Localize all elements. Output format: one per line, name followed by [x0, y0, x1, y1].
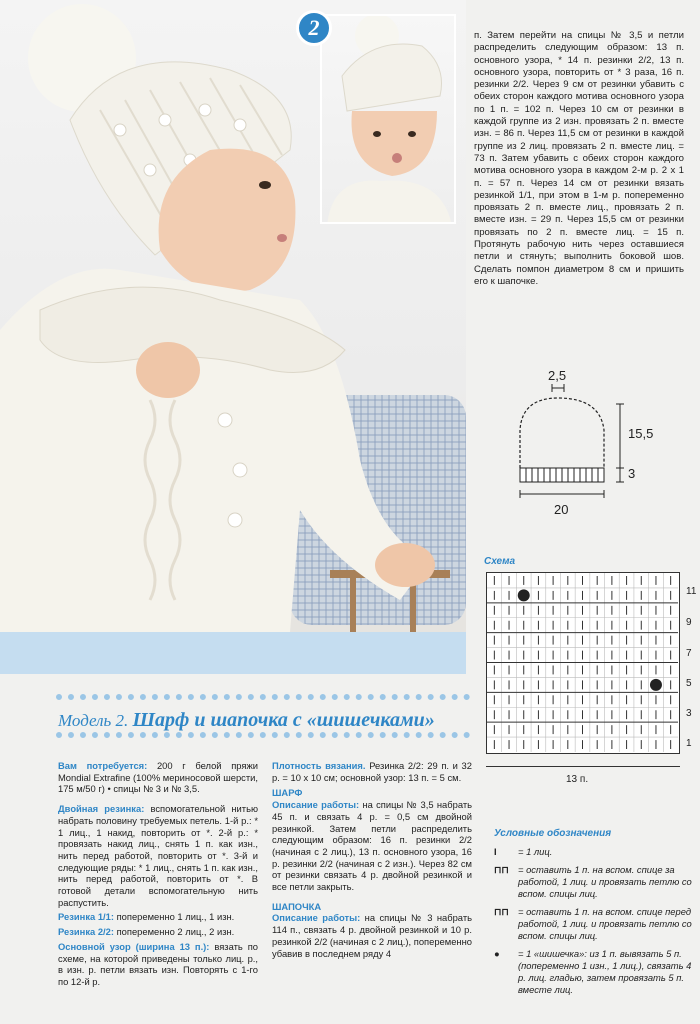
rib22-text: попеременно 2 лиц., 2 изн.: [116, 926, 235, 938]
rib11-text: попеременно 1 лиц., 1 изн.: [116, 911, 235, 923]
row-number: 9: [686, 617, 692, 628]
hat-diagram: [500, 368, 654, 520]
hat-label: Описание работы:: [272, 912, 361, 924]
materials-text: 200 г белой пряжи Mondial Extrafine (100% мериносовой шерсти, 175 м/50 г) • спицы № 3 и № 3,5.: [58, 760, 258, 795]
legend-item: [494, 864, 694, 900]
hat-paragraph: [272, 912, 472, 959]
main-pattern-paragraph: [58, 941, 258, 988]
inset-photo: [320, 14, 456, 224]
rib22-paragraph: [58, 926, 258, 938]
legend-item: [494, 846, 694, 858]
double-rib-paragraph: [58, 803, 258, 908]
legend: [494, 846, 694, 1002]
model-prefix: Модель 2.: [58, 711, 129, 730]
inset-child-illustration: [322, 16, 456, 224]
legend-title: Условные обозначения: [494, 828, 612, 839]
knitting-chart: [486, 572, 680, 754]
chart-grid: [487, 573, 678, 752]
decorative-band: [0, 632, 466, 674]
model-number-badge: 2: [296, 10, 332, 46]
density-paragraph: [272, 760, 472, 783]
main-pattern-label: Основной узор (ширина 13 п.):: [58, 940, 210, 952]
hat-width-dimension: 20: [554, 502, 569, 517]
row-number: 5: [686, 678, 692, 689]
hat-height-dimension: 15,5: [628, 426, 654, 441]
legend-text: = 1 лиц.: [518, 846, 553, 857]
legend-item: [494, 948, 694, 996]
double-rib-label: Двойная резинка:: [58, 803, 145, 815]
legend-text: = оставить 1 п. на вспом. спице перед работой, 1 лиц. и провязать петлю со вспом. спицы лиц.: [518, 906, 692, 941]
chart-width-line: [486, 766, 680, 767]
cross-right-icon: ⊓⊓: [494, 906, 509, 917]
rib11-paragraph: [58, 911, 258, 923]
row-number: 3: [686, 708, 692, 719]
bobble-mark: [518, 589, 530, 601]
double-rib-text: вспомогательной нитью набрать половину требуемых петель. 1-й р.: * 1 лиц., 1 накид, повторить от *. 2-й р.: * провязать накид лиц., снять 1 п. как изн., нить перед работой, повторить от *. 3-й и следующие ряды: * 1 лиц., снять 1 п. как изн., нить перед работой, повторить от *. В готовой детали вспомогательную нить распустить.: [58, 803, 258, 908]
knit-stitch-icon: I: [494, 846, 497, 857]
hat-top-dimension: 2,5: [548, 368, 567, 383]
materials-column: [58, 760, 258, 991]
scarf-label: Описание работы:: [272, 799, 360, 811]
rib11-label: Резинка 1/1:: [58, 911, 114, 923]
row-number: 1: [686, 738, 692, 749]
cross-left-icon: ⊓⊓: [494, 864, 509, 875]
row-number: 7: [686, 648, 692, 659]
legend-text: = оставить 1 п. на вспом. спице за работой, 1 лиц. и провязать петлю со вспом. спицы лиц.: [518, 864, 692, 899]
bobble-icon: ●: [494, 948, 500, 959]
hat-text: на спицы № 3 набрать 114 п., связать 4 р. двойной резинкой и 10 р. резинкой 2/2 (начиная с 2 лиц.), попеременно убавив в последнем ряду 4: [272, 912, 472, 959]
instructions-column: [272, 760, 472, 962]
materials-label: Вам потребуется:: [58, 760, 148, 771]
model-title: [58, 709, 435, 732]
scarf-paragraph: [272, 799, 472, 893]
bobble-mark: [650, 679, 662, 691]
scarf-text: на спицы № 3,5 набрать 45 п. и связать 4 р. = 0,5 см двойной резинкой. Затем петли распределить следующим образом: 16 п. резинки 2/2 (начиная с 2 лиц.), 13 п. основного узора, 16 р. резинки 2/2 (начиная с 2 изн.). Через 82 см от резинки связать 4 р. двойной резинкой и все петли закрыть.: [272, 799, 473, 893]
hat-shape: [500, 370, 650, 520]
schema-label: Схема: [484, 556, 516, 567]
chart-width-label: 13 п.: [566, 774, 589, 785]
hat-heading: ШАПОЧКА: [272, 900, 322, 912]
rib22-label: Резинка 2/2:: [58, 926, 114, 938]
legend-text: = 1 «шишечка»: из 1 п. вывязать 5 п. (попеременно 1 изн., 1 лиц.), связать 4 р. лиц. гладью, затем провязать 5 п. вместе лиц.: [518, 948, 692, 995]
row-number: 11: [686, 586, 697, 597]
main-pattern-text: вязать по схеме, на которой приведены только лиц. р., в изн. р. петли вязать изн. Повторять с 1-го по 12-й р.: [58, 940, 258, 987]
hat-instructions-continued: п. Затем перейти на спицы № 3,5 и петли распределить следующим образом: 13 п. основного узора, * 14 п. резинки 2/2, 13 п. основного узора, повторить от * 3 раза, 16 п. резинки 2/2. Через 9 см от резинки убавить с обеих сторон каждого мотива основного узора по 1 п. = 102 п. Через 10 см от резинки в каждой группе из 2 изн. провязать 2 п. вместе изн. = 86 п. Через 11,5 см от резинки в каждой группе из 2 лиц. провязать 2 п. вместе лиц. = 73 п. Затем убавить с обеих сторон каждого мотива основного узора в каждом 2-м р. 2 х 1 п. = 57 п. Через 14 см от резинки вязать резинкой 1/1, при этом в 1-м р. попеременно провязать 2 п. вместе лиц., провязать 2 п. вместе изн. = 29 п. Через 15,5 см от резинки провязать по 2 п. вместе лиц. = 15 п. Протянуть рабочую нить через оставшиеся петли и стянуть; выполнить боковой шов. Сделать помпон диаметром 8 см и пришить его к шапочке.: [474, 30, 684, 287]
materials-paragraph: [58, 760, 258, 795]
density-text: Резинка 2/2: 29 п. и 32 р. = 10 х 10 см; основной узор: 13 п. = 5 см.: [272, 760, 472, 783]
density-label: Плотность вязания.: [272, 760, 366, 771]
model-name: Шарф и шапочка с «шишечками»: [132, 709, 435, 731]
hat-rib-dimension: 3: [628, 466, 636, 481]
scarf-heading: ШАРФ: [272, 787, 303, 799]
legend-item: [494, 906, 694, 942]
